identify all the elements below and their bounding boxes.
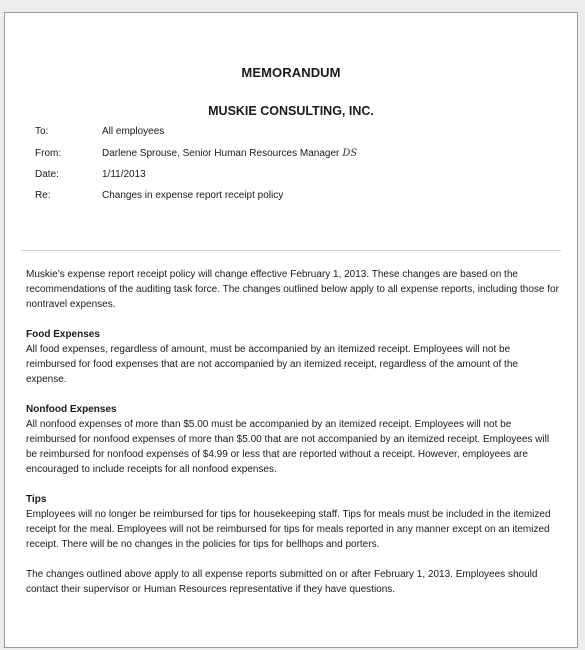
section-text: All nonfood expenses of more than $5.00 must be accompanied by an itemized receipt. Employees will not be reimbursed for nonfood expenses of more than $5.00 that are not accompanied by an itemized receipt. Employees will be reimbursed for nonfood expenses of $4.99 or less that are reported without a receipt. However, employees are encouraged to include receipts for all nonfood expenses.: [26, 419, 550, 475]
header-divider: [21, 250, 561, 251]
company-name: MUSKIE CONSULTING, INC.: [208, 104, 374, 118]
intro-paragraph: Muskie’s expense report receipt policy will change effective February 1, 2013. These changes are based on the recommendations of the auditing task force. The changes outlined below apply to all expense reports, including those for nontravel expenses.: [26, 269, 559, 310]
header-date-row: [35, 168, 146, 182]
date-value: 1/11/2013: [102, 169, 146, 180]
to-value: All employees: [102, 126, 165, 137]
section-tips: [26, 492, 561, 552]
memo-body: [26, 267, 561, 612]
date-label: Date:: [35, 169, 59, 180]
memo-page: [4, 12, 578, 648]
section-text: Employees will no longer be reimbursed for tips for housekeeping staff. Tips for meals must be included in the itemized receipt for the meal. Employees will not be reimbursed for tips for meals reported in any manner except on an itemized receipt. There will be no changes in the policies for tips for bellhops and porters.: [26, 509, 551, 550]
section-heading: Tips: [26, 494, 47, 505]
re-value: Changes in expense report receipt policy: [102, 190, 284, 201]
from-value: Darlene Sprouse, Senior Human Resources Manager: [102, 148, 340, 159]
re-label: Re:: [35, 190, 51, 201]
header-to-row: [35, 125, 164, 139]
section-text: All food expenses, regardless of amount, must be accompanied by an itemized receipt. Employees will not be reimbursed for food expenses that are not accompanied by an itemized receipt, regardless of the amount of the expense.: [26, 344, 518, 385]
header-from-row: [35, 147, 357, 161]
to-label: To:: [35, 126, 49, 137]
header-re-row: [35, 189, 283, 203]
closing-paragraph: The changes outlined above apply to all expense reports submitted on or after February 1, 2013. Employees should contact their supervisor or Human Resources representative if they have questions.: [26, 569, 538, 595]
from-label: From:: [35, 148, 62, 159]
signature-initials: DS: [342, 148, 358, 159]
memo-title: MEMORANDUM: [241, 65, 341, 80]
section-nonfood-expenses: [26, 402, 561, 477]
section-heading: Nonfood Expenses: [26, 404, 117, 415]
section-food-expenses: [26, 327, 561, 387]
section-heading: Food Expenses: [26, 329, 100, 340]
